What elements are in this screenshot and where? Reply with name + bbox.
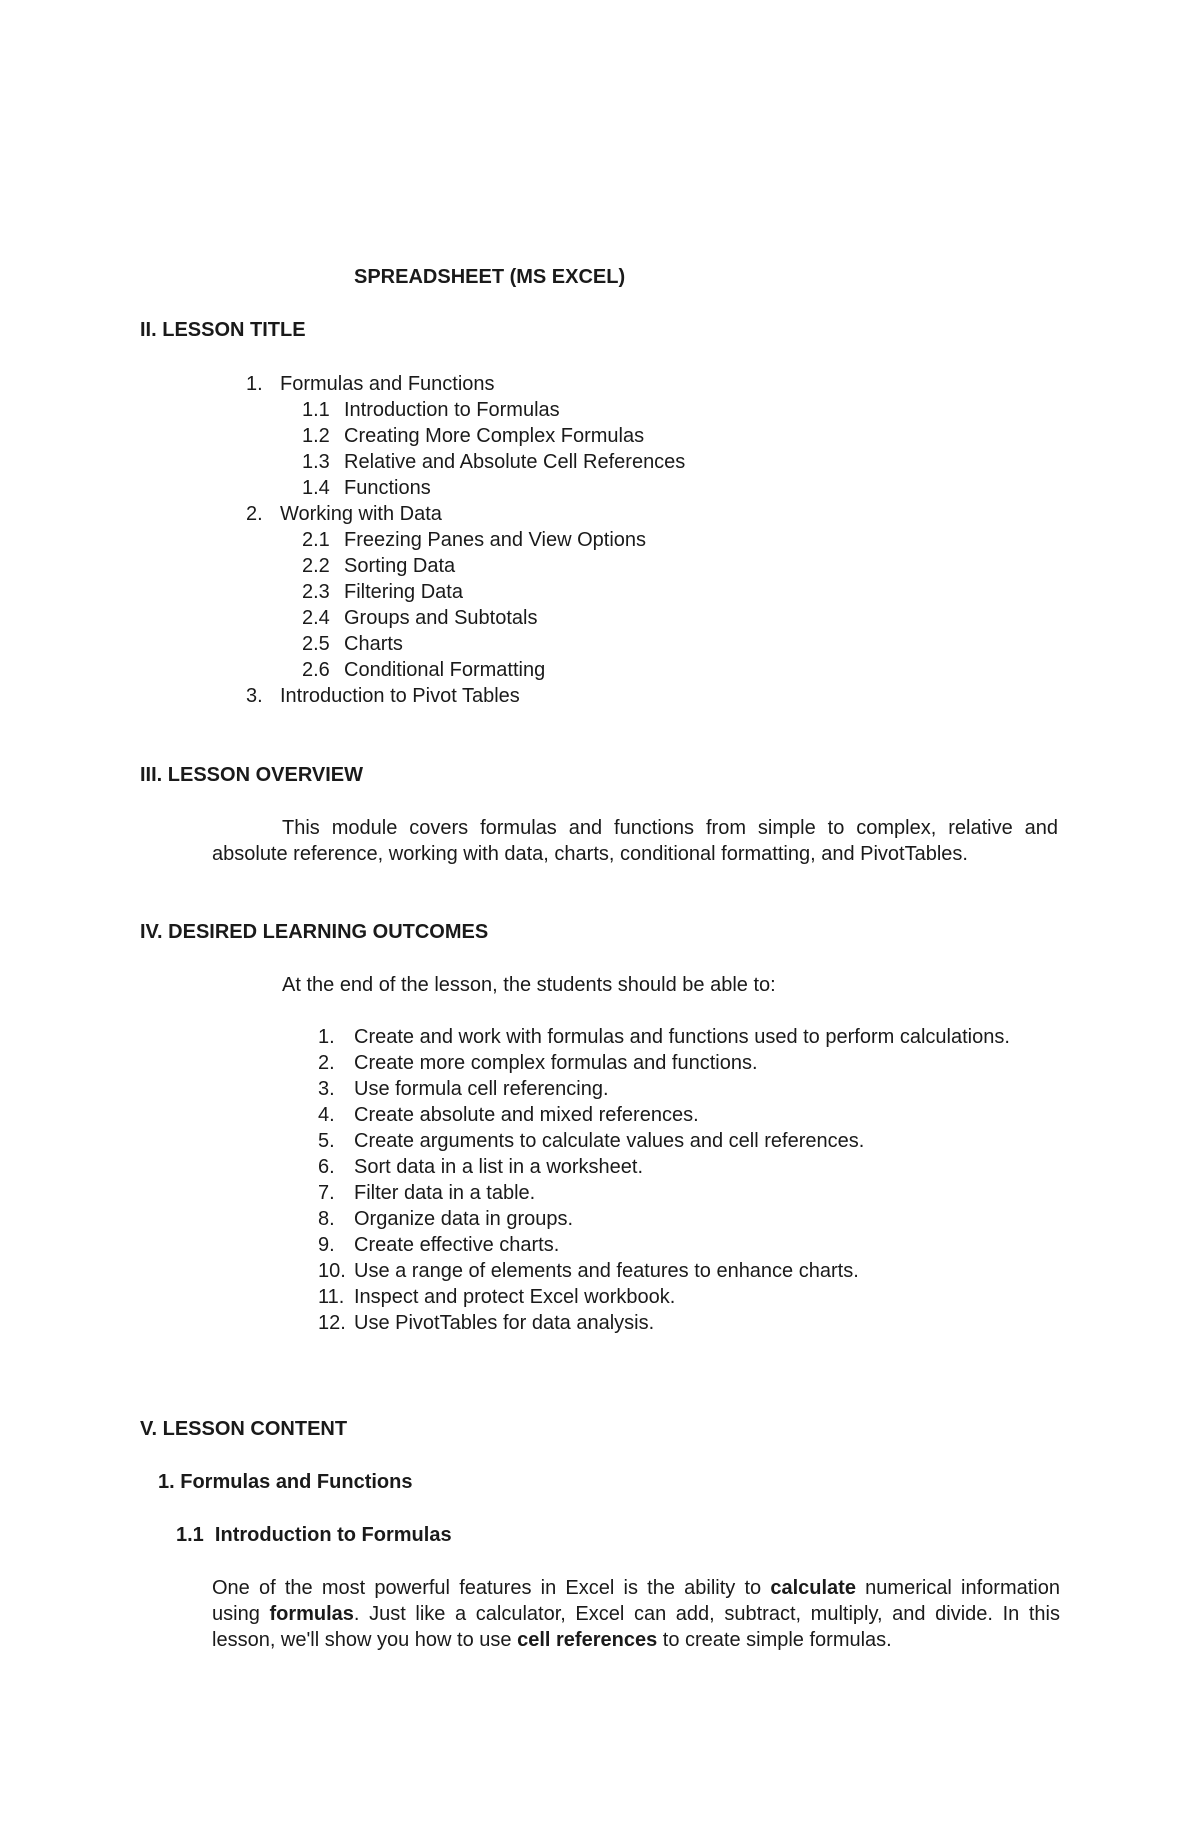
lesson-title-heading: II. LESSON TITLE (140, 319, 306, 341)
outline-subitem: 2.1 Freezing Panes and View Options (302, 529, 647, 551)
outline-subitem: 2.3 Filtering Data (302, 581, 463, 603)
list-item: 6. Sort data in a list in a worksheet. (318, 1156, 644, 1178)
list-item: 4. Create absolute and mixed references. (318, 1104, 699, 1126)
outline-subitem: 1.3 Relative and Absolute Cell References (302, 451, 686, 473)
outcomes-list (318, 1024, 1060, 1336)
list-item: 7. Filter data in a table. (318, 1182, 536, 1204)
list-item: 8. Organize data in groups. (318, 1208, 574, 1230)
section-heading: 1. Formulas and Functions (158, 1471, 413, 1493)
outline-item: 2. Working with Data (246, 503, 442, 525)
subsection-heading: 1.1 Introduction to Formulas (176, 1524, 452, 1546)
document-title: SPREADSHEET (MS EXCEL) (354, 266, 626, 288)
outcomes-heading: IV. DESIRED LEARNING OUTCOMES (140, 921, 489, 943)
outline-subitem: 2.2 Sorting Data (302, 555, 456, 577)
outline-subitem: 1.1 Introduction to Formulas (302, 399, 560, 421)
outline-subitem: 1.2 Creating More Complex Formulas (302, 425, 645, 447)
list-item: 10. Use a range of elements and features to enhance charts. (318, 1260, 859, 1282)
content-heading: V. LESSON CONTENT (140, 1418, 348, 1440)
outline-subitem: 1.4 Functions (302, 477, 431, 499)
list-item: 9. Create effective charts. (318, 1234, 560, 1256)
list-item: 3. Use formula cell referencing. (318, 1078, 609, 1100)
outline-subitem: 2.5 Charts (302, 633, 403, 655)
outline-subitem: 2.4 Groups and Subtotals (302, 607, 538, 629)
list-item: 12. Use PivotTables for data analysis. (318, 1312, 655, 1334)
outline-item: 1. Formulas and Functions (246, 373, 495, 395)
outline-subitem: 2.6 Conditional Formatting (302, 659, 546, 681)
list-item: 5. Create arguments to calculate values and cell references. (318, 1130, 865, 1152)
list-item: 1. Create and work with formulas and functions used to perform calculations. (318, 1026, 1010, 1048)
outcomes-intro: At the end of the lesson, the students should be able to: (282, 974, 776, 996)
overview-line-1: This module covers formulas and functions from simple to complex, relative and (282, 817, 1058, 839)
overview-line-2: absolute reference, working with data, charts, conditional formatting, and PivotTables. (212, 843, 968, 865)
outline-item: 3. Introduction to Pivot Tables (246, 685, 520, 707)
overview-heading: III. LESSON OVERVIEW (140, 764, 364, 786)
intro-paragraph: One of the most powerful features in Excel is the ability to calculate numerical information using formulas. Just like a calculator, Excel can add, subtract, multiply, and divide. In this lesson, we'll show you how to use cell references to create simple formulas. (212, 1577, 1060, 1651)
list-item: 2. Create more complex formulas and functions. (318, 1052, 758, 1074)
list-item: 11. Inspect and protect Excel workbook. (318, 1286, 676, 1308)
